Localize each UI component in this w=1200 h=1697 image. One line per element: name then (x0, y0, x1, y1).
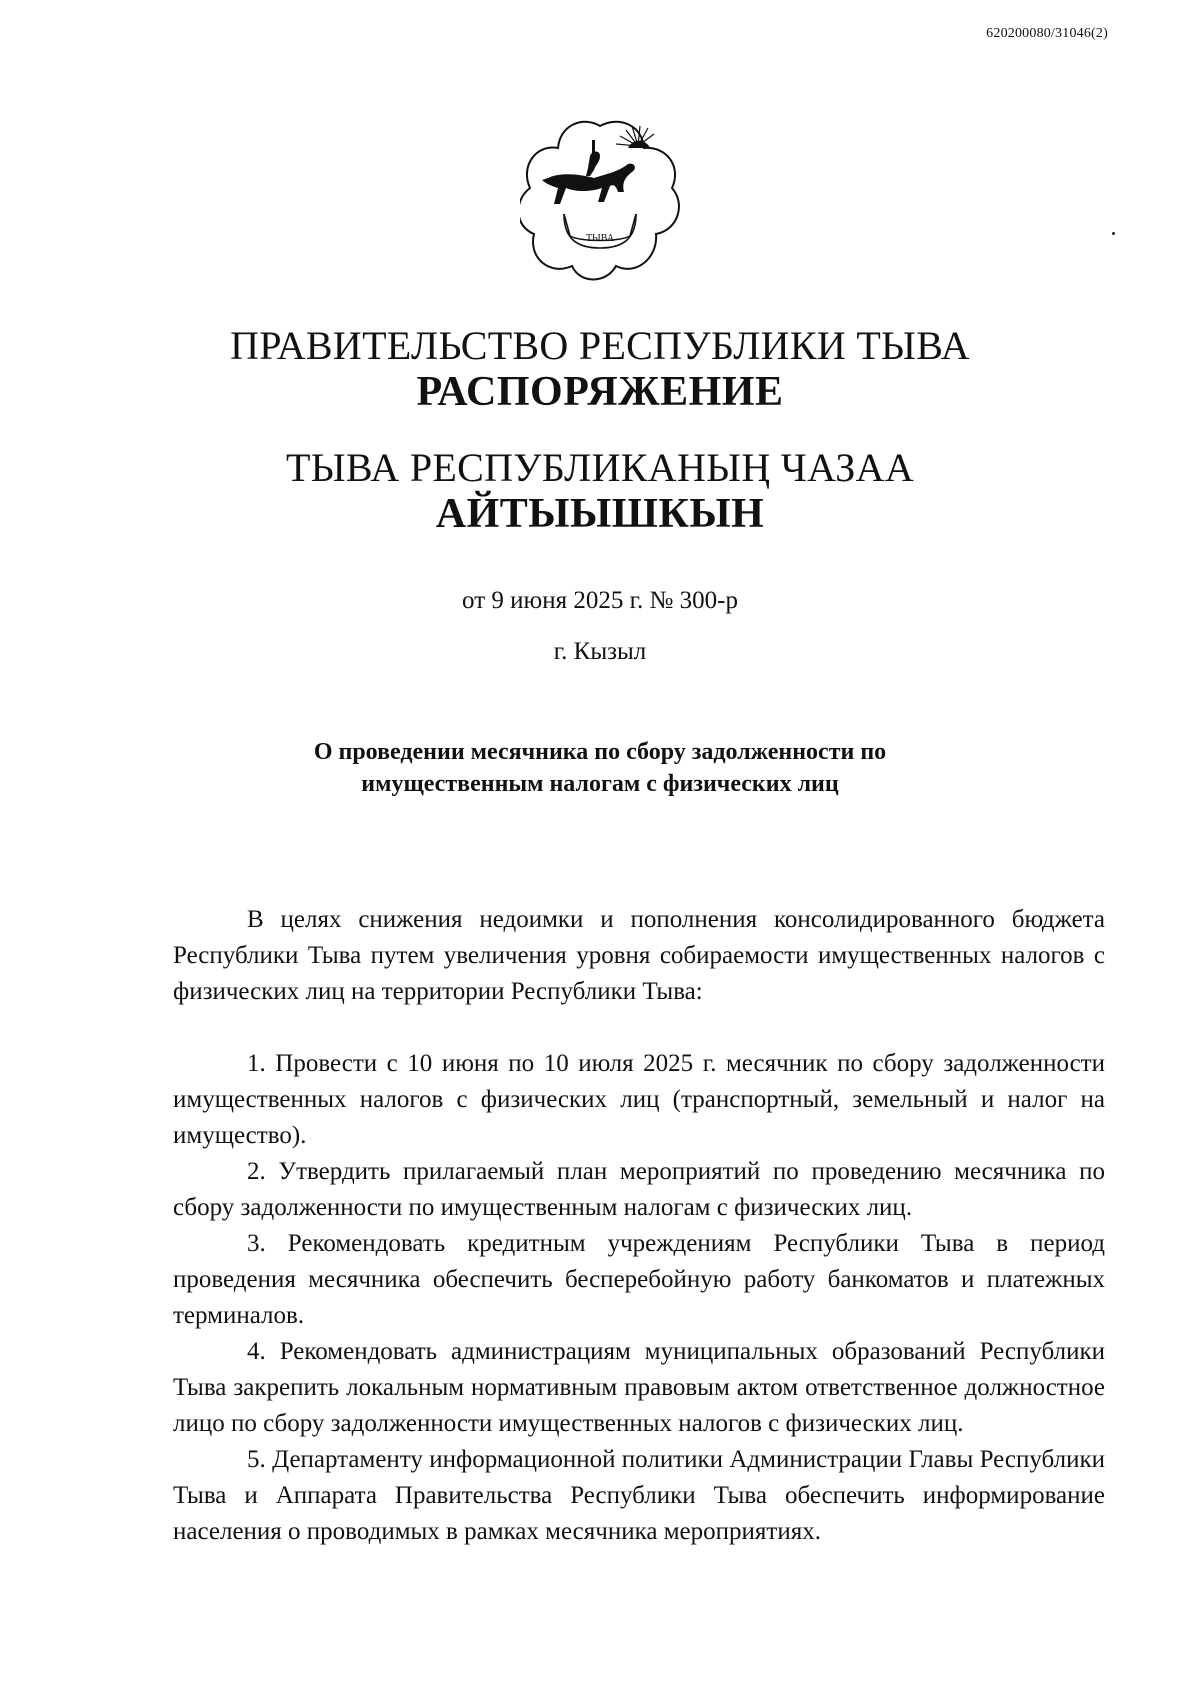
list-item: 4. Рекомендовать администрациям муниципальных образований Республики Тыва закрепить локальным нормативным правовым актом ответственное должностное лицо по сбору задолженности имущественных налогов с физических лиц. (173, 1338, 1105, 1437)
emblem-inscription: ТЫВА (585, 233, 615, 244)
list-item: 1. Провести с 10 июня по 10 июля 2025 г. месячник по сбору задолженности имущественных налогов с физических лиц (транспортный, земельный и налог на имущество). (173, 1050, 1105, 1149)
tuva-coat-of-arms-icon (520, 118, 680, 283)
document-subject: О проведении месячника по сбору задолженности по имущественным налогам с физических лиц (313, 739, 887, 797)
preamble: В целях снижения недоимки и пополнения консолидированного бюджета Республики Тыва путем увеличения уровня собираемости имущественных налогов с физических лиц на территории Республики Тыва: (173, 906, 1105, 1005)
document-kind-tv: АЙТЫЫШКЫН (435, 491, 765, 537)
list-item: 3. Рекомендовать кредитным учреждениям Республики Тыва в период проведения месячника обеспечить бесперебойную работу банкоматов и платежных терминалов. (173, 1230, 1105, 1329)
government-title-tv: ТЫВА РЕСПУБЛИКАНЫҢ ЧАЗАА (285, 445, 915, 490)
document-number: 620200080/31046(2) (986, 26, 1108, 41)
document-kind-ru: РАСПОРЯЖЕНИЕ (416, 369, 784, 415)
document-city: г. Кызыл (553, 638, 647, 665)
document-date: от 9 июня 2025 г. № 300-р (462, 587, 738, 614)
document-body (173, 902, 1105, 1550)
scan-speck (1112, 232, 1115, 235)
list-item: 5. Департаменту информационной политики Администрации Главы Республики Тыва и Аппарата Правительства Республики Тыва обеспечить информирование населения о проводимых в рамках месячника мероприятиях. (173, 1446, 1105, 1545)
list-item: 2. Утвердить прилагаемый план мероприятий по проведению месячника по сбору задолженности по имущественным налогам с физических лиц. (173, 1158, 1105, 1221)
government-title-ru: ПРАВИТЕЛЬСТВО РЕСПУБЛИКИ ТЫВА (230, 323, 970, 368)
